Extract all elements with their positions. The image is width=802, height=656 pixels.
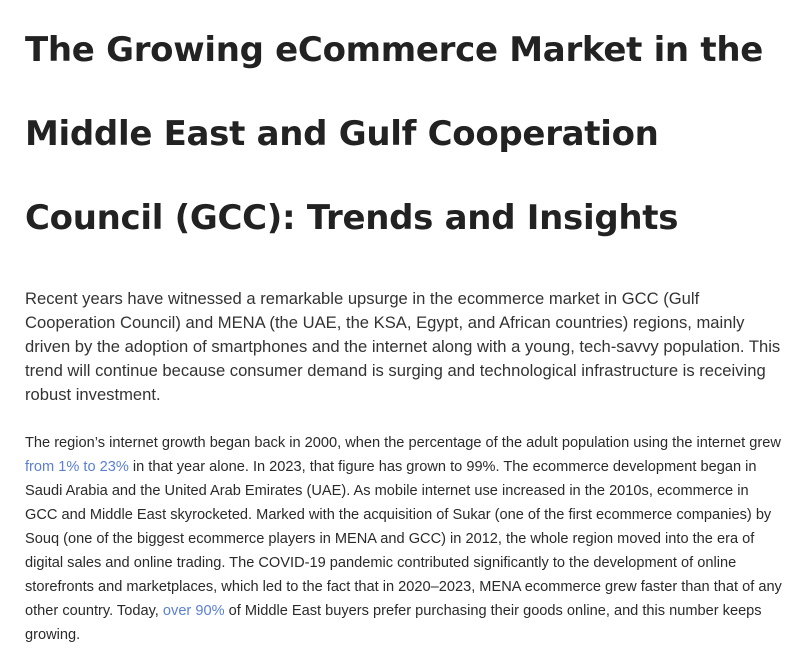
internet-growth-link[interactable]: from 1% to 23% [25,459,129,475]
article [25,0,785,643]
body-paragraph [25,431,785,647]
body-text-1: The region’s internet growth began back in 2000, when the percentage of the adult population using the internet grew [25,435,781,451]
online-buyers-link[interactable]: over 90% [162,603,225,619]
article-title: The Growing eCommerce Market in the Middle East and Gulf Cooperation Council (GCC): Trends and Insights [25,30,763,238]
body-text-2: in that year alone. In 2023, that figure has grown to 99%. The ecommerce development began in Saudi Arabia and the United Arab Emirates (UAE). As mobile internet use increased in the 2010s, ecommerce in GCC and Middle East skyrocketed. Marked with the acquisition of Sukar (one of the first ecommerce companies) by Souq (one of the biggest ecommerce players in MENA and GCC) in 2012, the whole region moved into the era of digital sales and online trading. The COVID-19 pandemic contributed significantly to the development of online storefronts and marketplaces, which led to the fact that in 2020–2023, MENA ecommerce grew faster than that of any other country. Today, [25,459,782,619]
body-text-3: of Middle East buyers prefer purchasing their goods online, and this number keeps growing. [25,603,762,643]
lead-paragraph: Recent years have witnessed a remarkable upsurge in the ecommerce market in GCC (Gulf Cooperation Council) and MENA (the UAE, the KSA, Egypt, and African countries) regions, mainly driven by the adoption of smartphones and the internet along with a young, tech-savvy population. This trend will continue because consumer demand is surging and technological infrastructure is receiving robust investment. [25,289,781,404]
